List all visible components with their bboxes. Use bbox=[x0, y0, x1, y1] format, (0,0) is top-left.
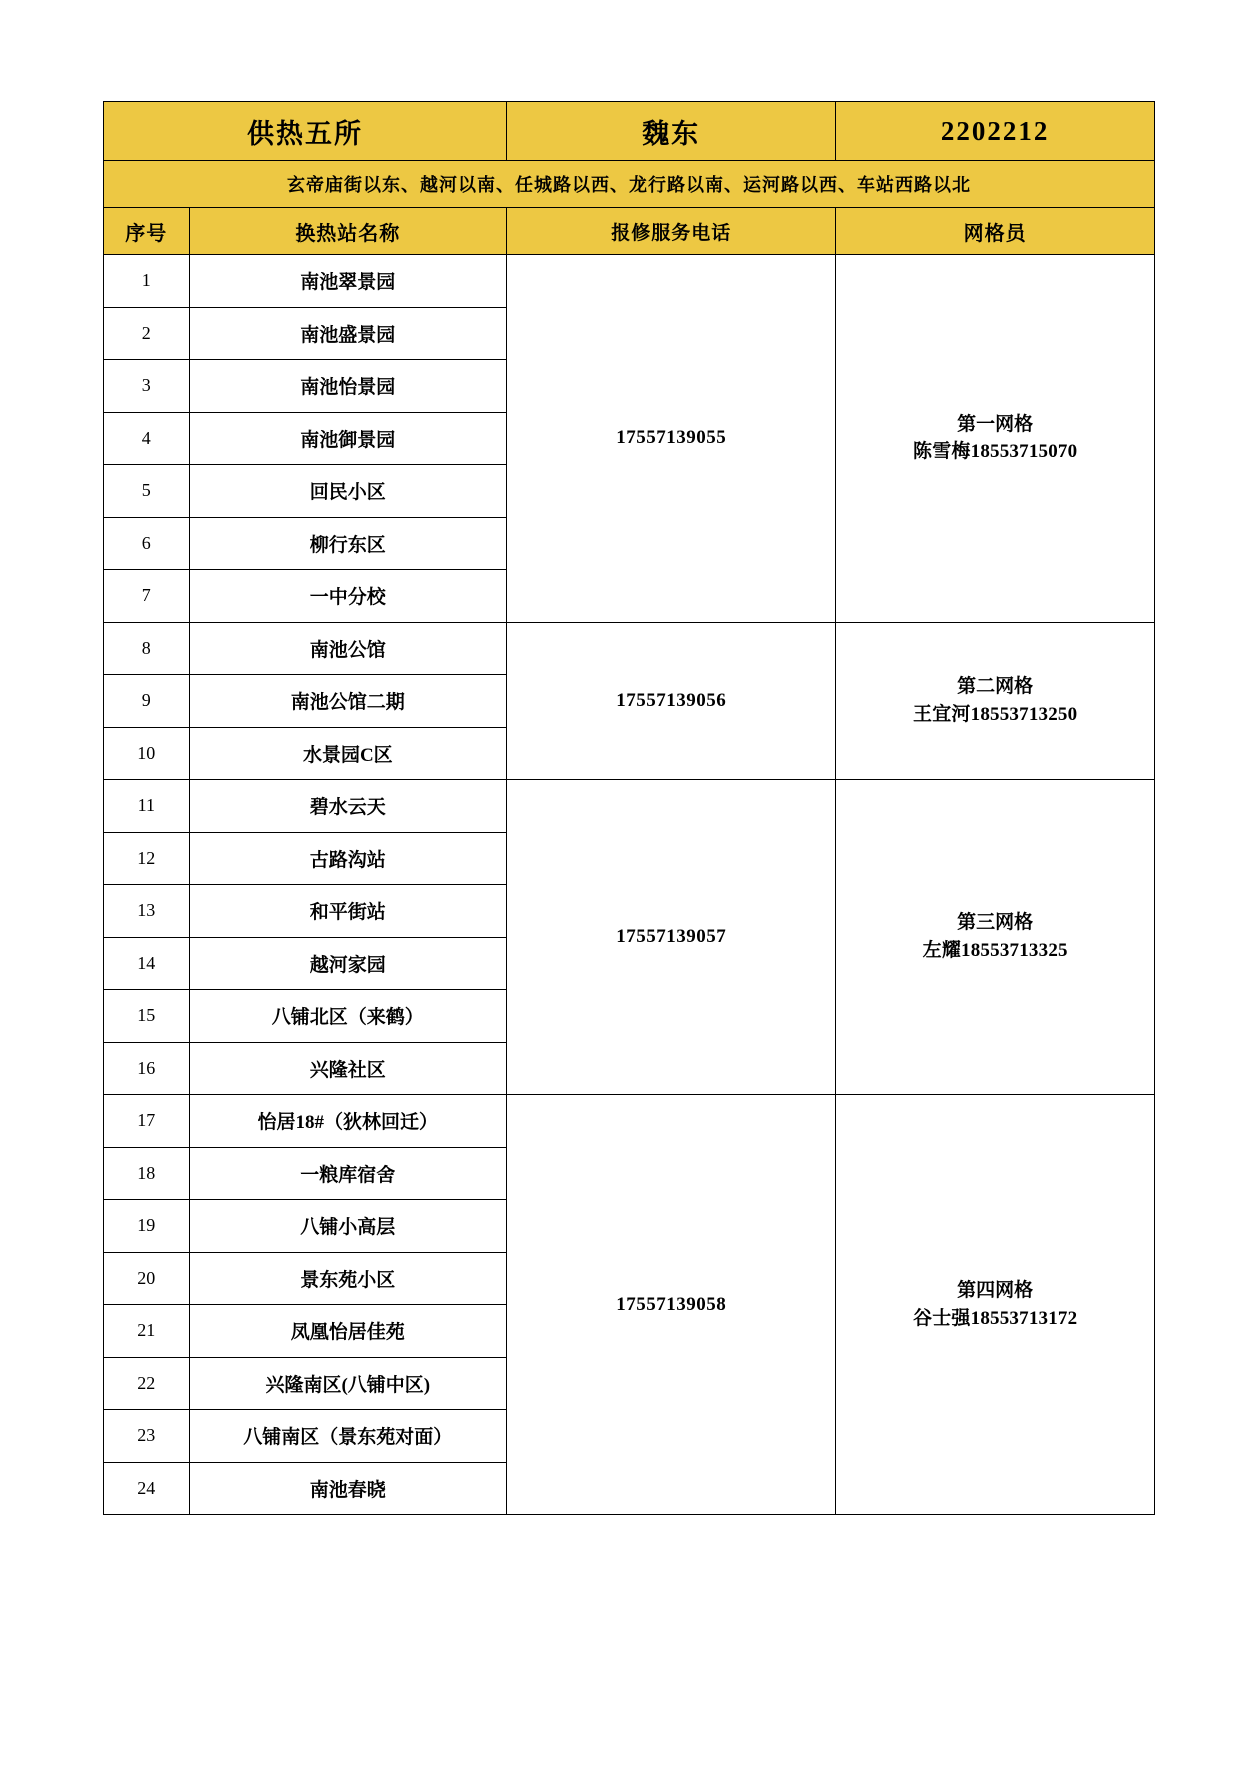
station-name: 八铺南区（景东苑对面） bbox=[189, 1410, 506, 1463]
grid-name: 第二网格 bbox=[957, 676, 1034, 698]
grid-person: 王宜河18553713250 bbox=[913, 703, 1078, 725]
station-name: 碧水云天 bbox=[189, 780, 506, 833]
service-area-cell: 玄帝庙街以东、越河以南、任城路以西、龙行路以南、运河路以西、车站西路以北 bbox=[104, 161, 1155, 208]
group-service-phone: 17557139058 bbox=[507, 1095, 836, 1515]
table-row bbox=[104, 255, 1155, 308]
group-grid-worker bbox=[836, 1095, 1155, 1515]
station-name: 怡居18#（狄林回迁） bbox=[189, 1095, 506, 1148]
row-index: 21 bbox=[104, 1305, 190, 1358]
station-name: 和平街站 bbox=[189, 885, 506, 938]
grid-person: 陈雪梅18553715070 bbox=[913, 441, 1078, 463]
column-header-station: 换热站名称 bbox=[189, 208, 506, 255]
column-header-row bbox=[104, 208, 1155, 255]
grid-name: 第四网格 bbox=[957, 1279, 1034, 1301]
row-index: 18 bbox=[104, 1147, 190, 1200]
station-name: 景东苑小区 bbox=[189, 1252, 506, 1305]
station-name: 兴隆南区(八铺中区) bbox=[189, 1357, 506, 1410]
row-index: 14 bbox=[104, 937, 190, 990]
row-index: 20 bbox=[104, 1252, 190, 1305]
station-name: 南池公馆二期 bbox=[189, 675, 506, 728]
table-row bbox=[104, 1095, 1155, 1148]
group-grid-worker bbox=[836, 622, 1155, 780]
row-index: 6 bbox=[104, 517, 190, 570]
station-name: 南池公馆 bbox=[189, 622, 506, 675]
station-name: 八铺北区（来鹤） bbox=[189, 990, 506, 1043]
row-index: 24 bbox=[104, 1462, 190, 1515]
station-name: 越河家园 bbox=[189, 937, 506, 990]
column-header-grid-worker: 网格员 bbox=[836, 208, 1155, 255]
station-name: 南池春晓 bbox=[189, 1462, 506, 1515]
group-grid-worker bbox=[836, 255, 1155, 623]
row-index: 13 bbox=[104, 885, 190, 938]
row-index: 3 bbox=[104, 360, 190, 413]
grid-person: 谷士强18553713172 bbox=[913, 1307, 1078, 1329]
row-index: 23 bbox=[104, 1410, 190, 1463]
manager-name-cell: 魏东 bbox=[507, 102, 836, 161]
station-name: 南池怡景园 bbox=[189, 360, 506, 413]
row-index: 19 bbox=[104, 1200, 190, 1253]
row-index: 7 bbox=[104, 570, 190, 623]
row-index: 4 bbox=[104, 412, 190, 465]
row-index: 16 bbox=[104, 1042, 190, 1095]
table-row bbox=[104, 780, 1155, 833]
heating-station-table bbox=[103, 101, 1155, 1515]
station-name: 南池御景园 bbox=[189, 412, 506, 465]
table-row bbox=[104, 622, 1155, 675]
station-name: 一粮库宿舍 bbox=[189, 1147, 506, 1200]
grid-name: 第三网格 bbox=[957, 912, 1034, 934]
row-index: 22 bbox=[104, 1357, 190, 1410]
column-header-index: 序号 bbox=[104, 208, 190, 255]
grid-name: 第一网格 bbox=[957, 413, 1034, 435]
station-name: 回民小区 bbox=[189, 465, 506, 518]
station-name: 古路沟站 bbox=[189, 832, 506, 885]
row-index: 1 bbox=[104, 255, 190, 308]
row-index: 17 bbox=[104, 1095, 190, 1148]
heating-station-table-container bbox=[103, 101, 1155, 1515]
row-index: 11 bbox=[104, 780, 190, 833]
office-name-cell: 供热五所 bbox=[104, 102, 507, 161]
office-phone-cell: 2202212 bbox=[836, 102, 1155, 161]
group-grid-worker bbox=[836, 780, 1155, 1095]
column-header-service-phone: 报修服务电话 bbox=[507, 208, 836, 255]
grid-person: 左耀18553713325 bbox=[922, 940, 1068, 961]
row-index: 2 bbox=[104, 307, 190, 360]
table-title-row bbox=[104, 102, 1155, 161]
station-name: 凤凰怡居佳苑 bbox=[189, 1305, 506, 1358]
service-area-row bbox=[104, 161, 1155, 208]
row-index: 15 bbox=[104, 990, 190, 1043]
row-index: 9 bbox=[104, 675, 190, 728]
station-name: 南池盛景园 bbox=[189, 307, 506, 360]
station-name: 南池翠景园 bbox=[189, 255, 506, 308]
station-name: 八铺小高层 bbox=[189, 1200, 506, 1253]
station-name: 兴隆社区 bbox=[189, 1042, 506, 1095]
row-index: 5 bbox=[104, 465, 190, 518]
group-service-phone: 17557139055 bbox=[507, 255, 836, 623]
station-name: 水景园C区 bbox=[189, 727, 506, 780]
row-index: 8 bbox=[104, 622, 190, 675]
row-index: 10 bbox=[104, 727, 190, 780]
station-name: 柳行东区 bbox=[189, 517, 506, 570]
group-service-phone: 17557139057 bbox=[507, 780, 836, 1095]
row-index: 12 bbox=[104, 832, 190, 885]
station-name: 一中分校 bbox=[189, 570, 506, 623]
group-service-phone: 17557139056 bbox=[507, 622, 836, 780]
